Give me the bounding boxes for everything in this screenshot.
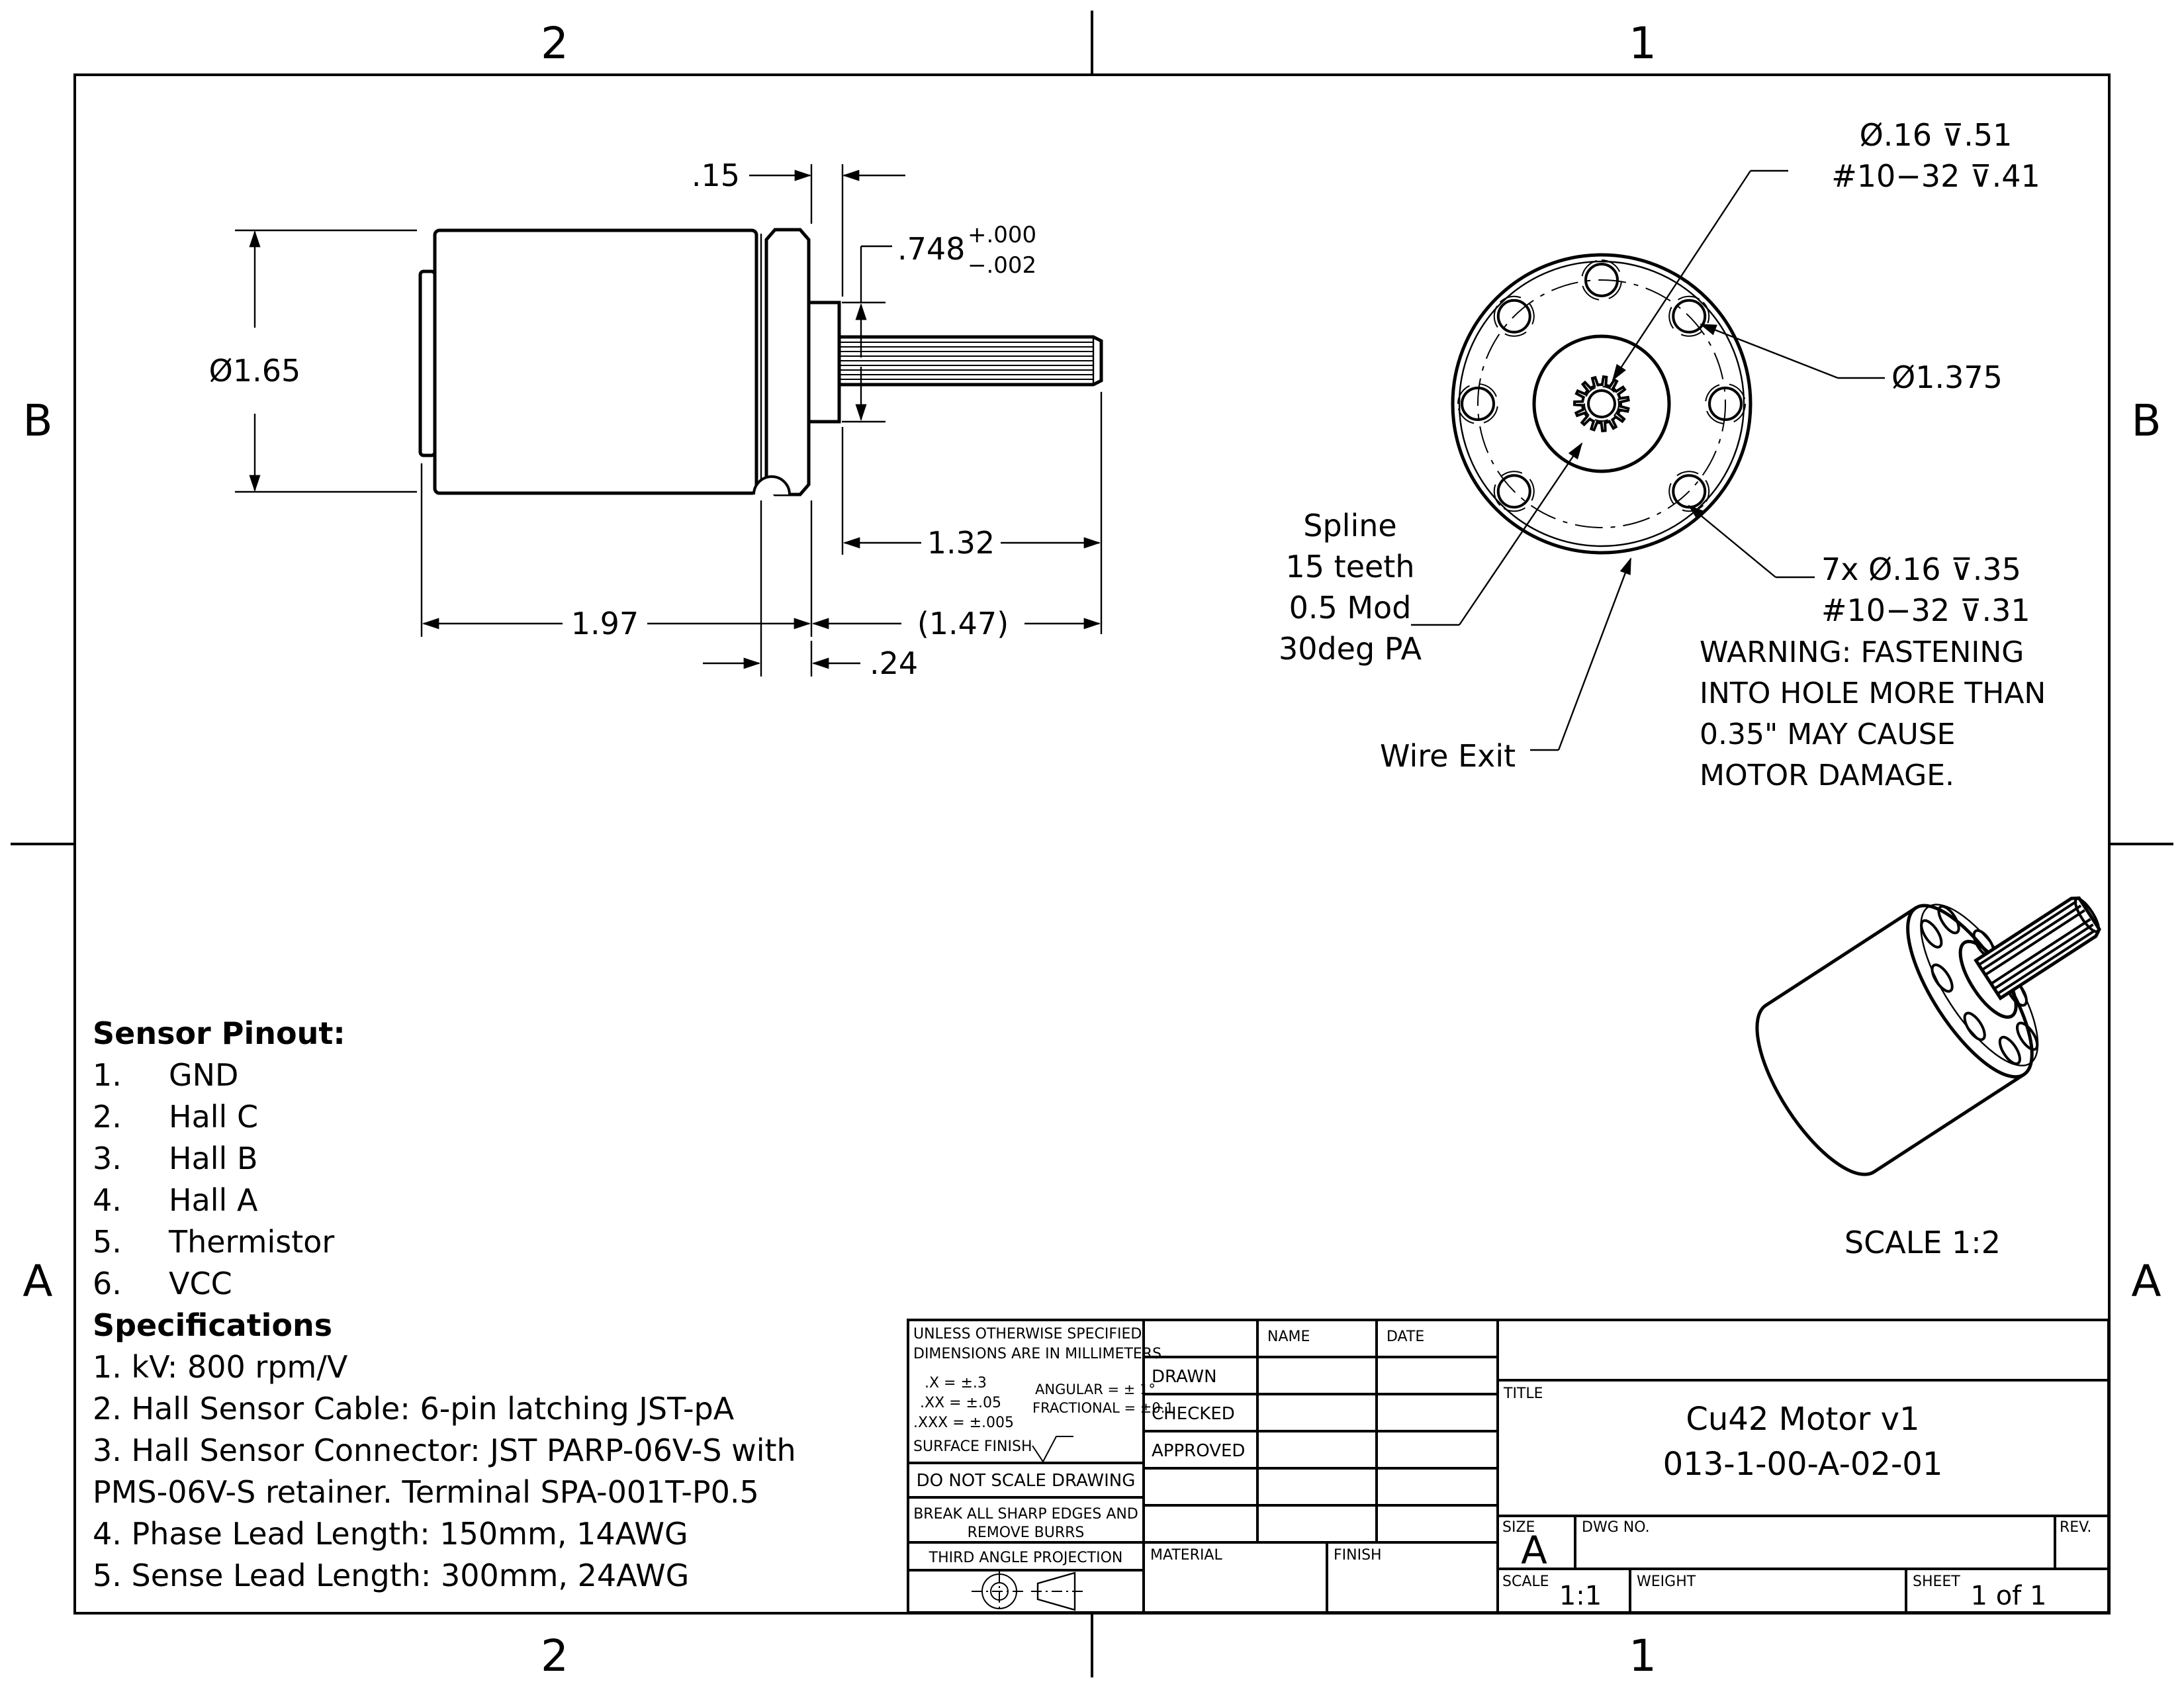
- tb-scale-label: SCALE: [1502, 1573, 1549, 1590]
- motor-rear-lip: [420, 271, 435, 455]
- specs-line-6: 5. Sense Lead Length: 300mm, 24AWG: [93, 1558, 690, 1593]
- tb-unless-2: DIMENSIONS ARE IN MILLIMETERS: [913, 1346, 1162, 1362]
- dim-flange-to-boss: [692, 158, 905, 297]
- dim-text-748-tolplus: +.000: [968, 222, 1037, 248]
- tb-rev-label: REV.: [2060, 1519, 2092, 1536]
- dim-text-147: (1.47): [917, 606, 1009, 641]
- zone-top-left: 2: [541, 18, 569, 69]
- zone-bottom-left: 2: [541, 1630, 569, 1681]
- tb-do-not-scale: DO NOT SCALE DRAWING: [916, 1471, 1136, 1491]
- callout-spline-line2: 15 teeth: [1285, 549, 1415, 585]
- zone-left-b: B: [23, 395, 53, 446]
- zone-bottom-right: 1: [1629, 1630, 1657, 1681]
- tb-drawn: DRAWN: [1152, 1367, 1217, 1387]
- callout-center-hole-line2: #10−32 ⊽.41: [1831, 158, 2040, 194]
- boss-circle: [1534, 336, 1669, 471]
- spline-shaft: [839, 337, 1101, 385]
- tb-date-hdr: DATE: [1387, 1329, 1425, 1345]
- iso-scale-label: SCALE 1:2: [1844, 1225, 2001, 1260]
- specs-line-4: PMS-06V-S retainer. Terminal SPA-001T-P0.5: [93, 1474, 759, 1510]
- zone-right-a: A: [2131, 1256, 2161, 1307]
- dim-flange-width: [703, 500, 918, 681]
- isometric-view: [1734, 829, 2146, 1260]
- callout-spline-line1: Spline: [1303, 508, 1397, 543]
- pinout-label-vcc: VCC: [169, 1266, 232, 1301]
- motor-body: [435, 230, 756, 493]
- tb-tol-xxx: .XXX = ±.005: [913, 1415, 1015, 1431]
- spline-gear-profile: [1574, 377, 1629, 431]
- tb-size-label: SIZE: [1502, 1519, 1535, 1536]
- specifications: [93, 1307, 796, 1593]
- bolt-circle: [1478, 280, 1725, 528]
- callout-spline-line3: 0.5 Mod: [1289, 590, 1412, 626]
- warning-line2: INTO HOLE MORE THAN: [1700, 677, 2046, 710]
- pinout-label-hallb: Hall B: [169, 1141, 258, 1176]
- pinout-title: Sensor Pinout:: [93, 1015, 345, 1051]
- front-view: [1279, 117, 2046, 792]
- third-angle-projection-icon: [972, 1571, 1083, 1611]
- pinout-num-1: 1.: [93, 1057, 122, 1093]
- warning-note: [1700, 635, 2046, 792]
- warning-line3: 0.35" MAY CAUSE: [1700, 718, 1956, 751]
- motor-flange: [766, 230, 809, 494]
- dim-text-dia165: Ø1.65: [208, 353, 301, 389]
- callout-wire-exit-text: Wire Exit: [1380, 738, 1516, 774]
- tb-checked: CHECKED: [1152, 1404, 1235, 1424]
- pinout-num-3: 3.: [93, 1141, 122, 1176]
- callout-bolt-circle-text: Ø1.375: [1891, 359, 2003, 395]
- callout-holes-line1: 7x Ø.16 ⊽.35: [1821, 551, 2021, 587]
- tb-title-line2: 013-1-00-A-02-01: [1662, 1446, 1943, 1483]
- tb-tol-x: .X = ±.3: [925, 1375, 987, 1391]
- tb-fractional: FRACTIONAL = ±0.1: [1032, 1400, 1174, 1416]
- specs-line-2: 2. Hall Sensor Cable: 6-pin latching JST-pA: [93, 1391, 735, 1427]
- tb-tol-xx: .XX = ±.05: [920, 1395, 1001, 1411]
- wire-exit-notch: [754, 477, 790, 494]
- tb-sheet-value: 1 of 1: [1970, 1581, 2047, 1611]
- sensor-pinout: [93, 1015, 345, 1301]
- zone-top-right: 1: [1629, 18, 1657, 69]
- pinout-label-halla: Hall A: [169, 1182, 258, 1218]
- tb-weight-label: WEIGHT: [1637, 1573, 1696, 1590]
- tolerance-block: [913, 1326, 1174, 1462]
- pinout-num-4: 4.: [93, 1182, 122, 1218]
- tb-dwg-label: DWG NO.: [1582, 1519, 1650, 1536]
- tb-approved: APPROVED: [1152, 1441, 1246, 1461]
- callout-bolt-circle: [1701, 324, 2003, 395]
- callout-center-hole: [1613, 117, 2040, 380]
- callout-center-hole-line1: Ø.16 ⊽.51: [1859, 117, 2013, 153]
- dim-text-24: .24: [870, 645, 919, 681]
- specs-line-1: 1. kV: 800 rpm/V: [93, 1349, 348, 1385]
- warning-line4: MOTOR DAMAGE.: [1700, 759, 1955, 792]
- tb-break-1: BREAK ALL SHARP EDGES AND: [913, 1506, 1138, 1523]
- dim-body-length: [422, 463, 811, 641]
- pinout-label-gnd: GND: [169, 1057, 239, 1093]
- tb-third-angle: THIRD ANGLE PROJECTION: [929, 1550, 1123, 1566]
- tb-break-2: REMOVE BURRS: [967, 1524, 1085, 1541]
- flange-outer-circle: [1453, 255, 1751, 553]
- dim-text-132: 1.32: [927, 525, 995, 561]
- tb-material: MATERIAL: [1150, 1547, 1222, 1564]
- specs-line-3: 3. Hall Sensor Connector: JST PARP-06V-S with: [93, 1432, 796, 1468]
- tb-scale-value: 1:1: [1559, 1581, 1602, 1611]
- dim-reference-length: [813, 606, 1099, 641]
- specs-title: Specifications: [93, 1307, 333, 1343]
- zone-left-a: A: [23, 1256, 53, 1307]
- tb-sheet-label: SHEET: [1913, 1573, 1960, 1590]
- dim-text-748: .748: [897, 231, 966, 267]
- zone-right-b: B: [2131, 395, 2161, 446]
- tb-title-label: TITLE: [1504, 1385, 1543, 1402]
- dim-text-748-tolminus: −.002: [968, 252, 1037, 279]
- dim-shaft-length: [842, 392, 1101, 634]
- tb-surface-finish: SURFACE FINISH: [913, 1438, 1032, 1455]
- callout-spline: [1279, 444, 1582, 667]
- specs-line-5: 4. Phase Lead Length: 150mm, 14AWG: [93, 1516, 688, 1552]
- surface-finish-icon: [1032, 1436, 1073, 1462]
- pilot-boss: [809, 303, 839, 422]
- side-view: [209, 158, 1101, 681]
- pinout-num-6: 6.: [93, 1266, 122, 1301]
- warning-line1: WARNING: FASTENING: [1700, 635, 2025, 669]
- center-tapped-hole: [1588, 391, 1615, 417]
- title-block: [908, 1320, 2109, 1613]
- pinout-label-thermistor: Thermistor: [169, 1224, 335, 1260]
- iso-shaft: [1976, 893, 2105, 998]
- tb-name-hdr: NAME: [1267, 1329, 1310, 1345]
- callout-spline-line4: 30deg PA: [1278, 631, 1422, 667]
- callout-holes-line2: #10−32 ⊽.31: [1821, 592, 2030, 628]
- tb-angular: ANGULAR = ± 1°: [1035, 1382, 1156, 1397]
- dim-body-diameter: [209, 230, 417, 492]
- pinout-num-5: 5.: [93, 1224, 122, 1260]
- dim-text-15: .15: [691, 158, 740, 193]
- dim-boss-diameter: [842, 222, 1036, 422]
- pinout-num-2: 2.: [93, 1099, 122, 1135]
- tb-unless-1: UNLESS OTHERWISE SPECIFIED,: [913, 1326, 1147, 1342]
- tb-title-line1: Cu42 Motor v1: [1686, 1401, 1920, 1438]
- callout-mounting-holes: [1689, 506, 2030, 628]
- pinout-label-hallc: Hall C: [169, 1099, 259, 1135]
- tb-finish: FINISH: [1334, 1547, 1382, 1564]
- tb-size-value: A: [1521, 1528, 1547, 1573]
- dim-text-197: 1.97: [570, 606, 639, 641]
